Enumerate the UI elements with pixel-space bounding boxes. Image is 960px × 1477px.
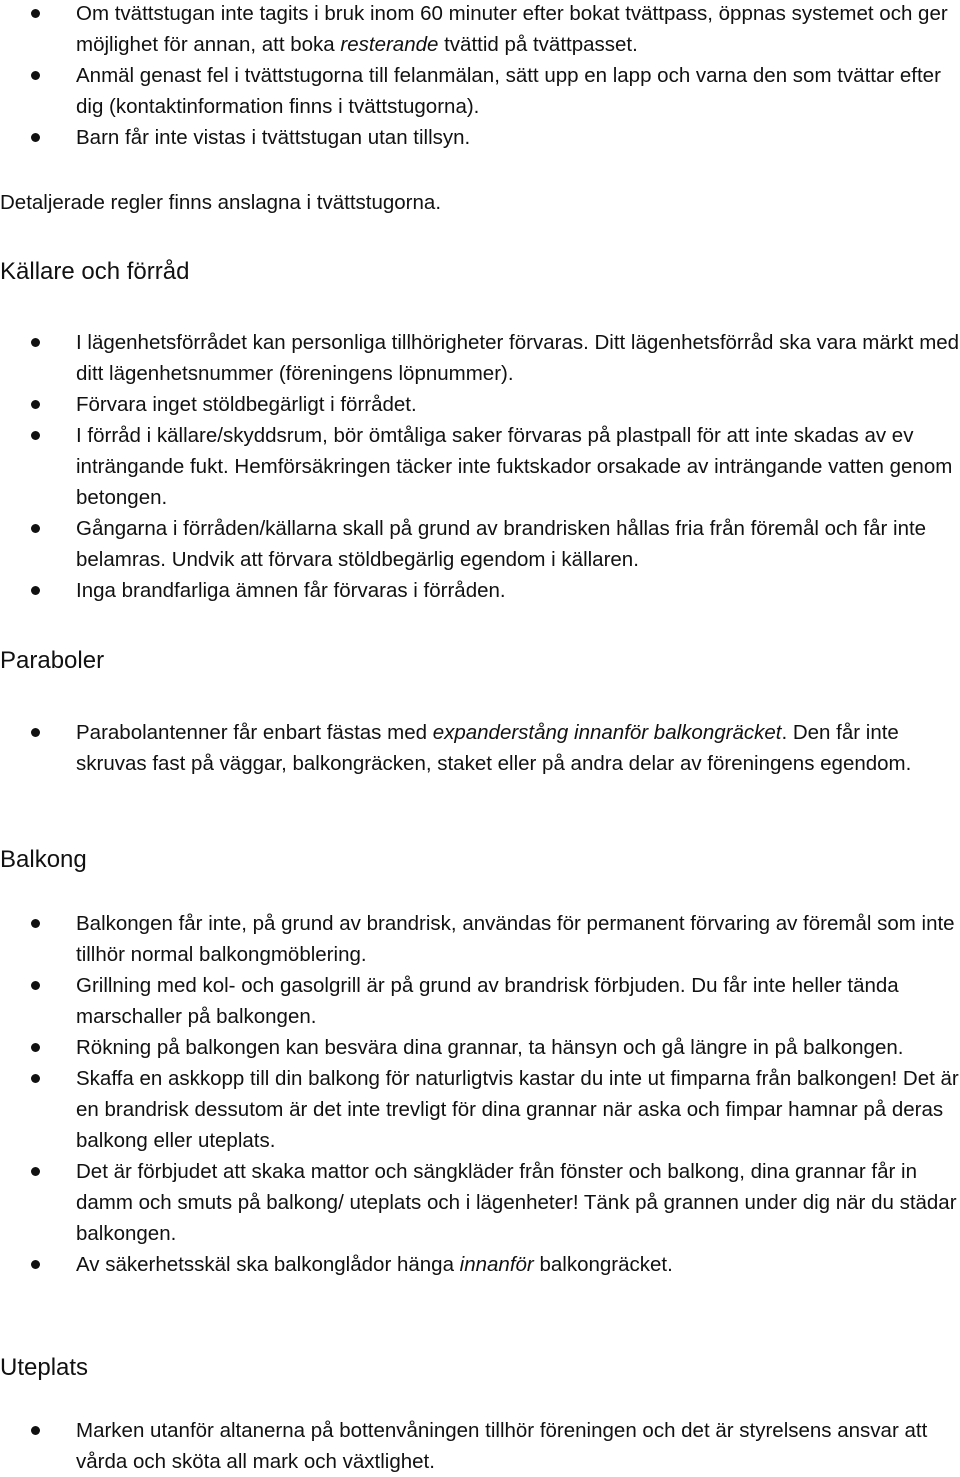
list-item-text: Balkongen får inte, på grund av brandrisk, användas för permanent förvaring av föremål som inte tillhör normal balkongmöblering.	[76, 912, 955, 966]
bullet-icon	[31, 728, 40, 737]
list-item-text: Om tvättstugan inte tagits i bruk inom 60 minuter efter bokat tvättpass, öppnas systemet och ger möjlighet för annan, att boka	[76, 2, 948, 56]
list-item	[0, 513, 960, 575]
bullet-icon	[31, 9, 40, 18]
list-item-text: Förvara inget stöldbegärligt i förrådet.	[76, 393, 417, 416]
list-item-text-tail: . Den får inte skruvas fast på väggar, balkongräcken, staket eller på andra delar av föreningens egendom.	[76, 721, 912, 775]
bullet-icon	[31, 1260, 40, 1269]
bullet-icon	[31, 524, 40, 533]
list-item	[0, 420, 960, 513]
list-item-emphasis: expanderstång innanför balkongräcket	[432, 721, 782, 744]
list-item-text: Rökning på balkongen kan besvära dina grannar, ta hänsyn och gå längre in på balkongen.	[76, 1036, 904, 1059]
uteplats-rules-list	[0, 1415, 960, 1477]
list-item-text: Marken utanför altanerna på bottenvåningen tillhör föreningen och det är styrelsens ansvar att vårda och sköta all mark och växtlighet.	[76, 1419, 928, 1473]
list-item-text: Inga brandfarliga ämnen får förvaras i förråden.	[76, 579, 506, 602]
bullet-icon	[31, 71, 40, 80]
bullet-icon	[31, 1167, 40, 1176]
section-heading-kallare: Källare och förråd	[0, 258, 190, 285]
list-item	[0, 389, 960, 420]
detail-note: Detaljerade regler finns anslagna i tvättstugorna.	[0, 191, 442, 214]
list-item-text: Av säkerhetsskäl ska balkonglådor hänga	[76, 1253, 460, 1276]
bullet-icon	[31, 1043, 40, 1052]
list-item-text: Barn får inte vistas i tvättstugan utan tillsyn.	[76, 126, 471, 149]
bullet-icon	[31, 586, 40, 595]
list-item	[0, 970, 960, 1032]
list-item	[0, 1063, 960, 1156]
section-heading-balkong: Balkong	[0, 846, 87, 873]
list-item-text: I lägenhetsförrådet kan personliga tillhörigheter förvaras. Ditt lägenhetsförråd ska vara märkt med ditt lägenhetsnummer (föreningens löpnummer).	[76, 331, 960, 385]
list-item	[0, 327, 960, 389]
bullet-icon	[31, 919, 40, 928]
list-item-emphasis: innanför	[459, 1253, 534, 1276]
list-item	[0, 575, 960, 606]
bullet-icon	[31, 133, 40, 142]
laundry-rules-list	[0, 0, 960, 153]
bullet-icon	[31, 431, 40, 440]
list-item	[0, 60, 960, 122]
list-item-text: Parabolantenner får enbart fästas med	[76, 721, 433, 744]
bullet-icon	[31, 338, 40, 347]
list-item	[0, 122, 960, 153]
bullet-icon	[31, 400, 40, 409]
list-item-text: Skaffa en askkopp till din balkong för naturligtvis kastar du inte ut fimparna från balkongen! Det är en brandrisk dessutom är det inte trevligt för dina grannar när aska och fimpar hamnar på deras balkong eller uteplats.	[76, 1067, 959, 1152]
list-item-text: I förråd i källare/skyddsrum, bör ömtåliga saker förvaras på plastpall för att inte skadas av ev inträngande fukt. Hemförsäkringen täcker inte fuktskador orsakade av inträngande vatten genom betongen.	[76, 424, 953, 509]
list-item	[0, 717, 960, 779]
list-item-text: Det är förbjudet att skaka mattor och sängkläder från fönster och balkong, dina grannar får in damm och smuts på balkong/ uteplats och i lägenheter! Tänk på grannen under dig när du städar balkongen.	[76, 1160, 957, 1245]
list-item	[0, 1032, 960, 1063]
bullet-icon	[31, 981, 40, 990]
bullet-icon	[31, 1426, 40, 1435]
list-item	[0, 908, 960, 970]
list-item-emphasis: resterande	[340, 33, 439, 56]
list-item-text-tail: balkongräcket.	[533, 1253, 673, 1276]
balkong-rules-list	[0, 908, 960, 1280]
list-item-text: Grillning med kol- och gasolgrill är på grund av brandrisk förbjuden. Du får inte heller tända marschaller på balkongen.	[76, 974, 899, 1028]
kallare-rules-list	[0, 327, 960, 606]
paraboler-rules-list	[0, 717, 960, 779]
section-heading-uteplats: Uteplats	[0, 1354, 89, 1381]
list-item-text: Gångarna i förråden/källarna skall på grund av brandrisken hållas fria från föremål och får inte belamras. Undvik att förvara stöldbegärlig egendom i källaren.	[76, 517, 927, 571]
list-item-text-tail: tvättid på tvättpasset.	[438, 33, 638, 56]
list-item	[0, 0, 960, 60]
list-item	[0, 1415, 960, 1477]
list-item	[0, 1156, 960, 1249]
list-item	[0, 1249, 960, 1280]
section-heading-paraboler: Paraboler	[0, 647, 105, 674]
bullet-icon	[31, 1074, 40, 1083]
list-item-text: Anmäl genast fel i tvättstugorna till felanmälan, sätt upp en lapp och varna den som tvättar efter dig (kontaktinformation finns i tvättstugorna).	[76, 64, 941, 118]
